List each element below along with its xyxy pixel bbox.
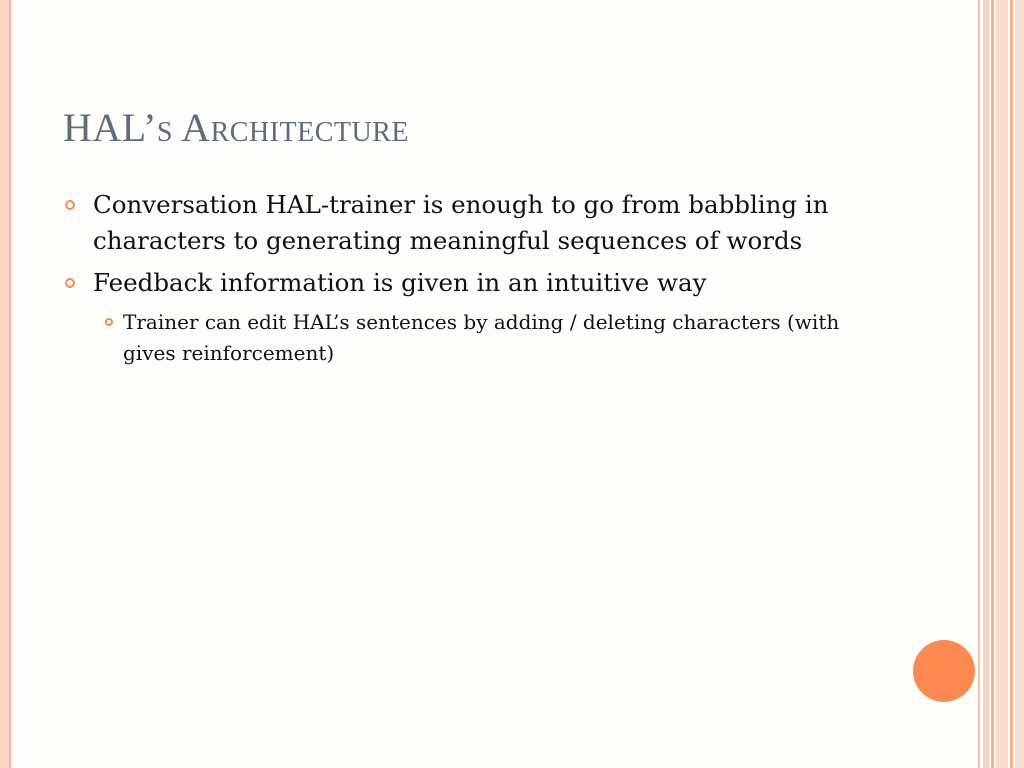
right-stripe <box>1015 0 1024 768</box>
left-border-line <box>9 0 11 768</box>
accent-circle <box>913 640 975 702</box>
right-stripe <box>1010 0 1013 768</box>
bullet-text: Conversation HAL-trainer is enough to go from babbling in characters to generating meaningful sequences of words <box>93 190 829 255</box>
sub-bullet-item <box>105 307 893 369</box>
bullet-item <box>63 187 893 259</box>
slide-title: HAL’s Architecture <box>63 105 409 150</box>
right-stripe <box>996 0 1008 768</box>
right-stripe <box>983 0 989 768</box>
left-border <box>0 0 9 768</box>
sub-bullet-text: Trainer can edit HAL’s sentences by adding / deleting characters (with gives reinforcement) <box>123 310 840 365</box>
bullet-list <box>63 187 893 369</box>
right-stripe <box>991 0 994 768</box>
sub-bullet-ring-icon <box>105 318 113 326</box>
bullet-text: Feedback information is given in an intuitive way <box>93 268 707 297</box>
right-stripe <box>978 0 980 768</box>
bullet-item <box>63 265 893 301</box>
bullet-ring-icon <box>65 200 75 210</box>
bullet-ring-icon <box>65 278 75 288</box>
